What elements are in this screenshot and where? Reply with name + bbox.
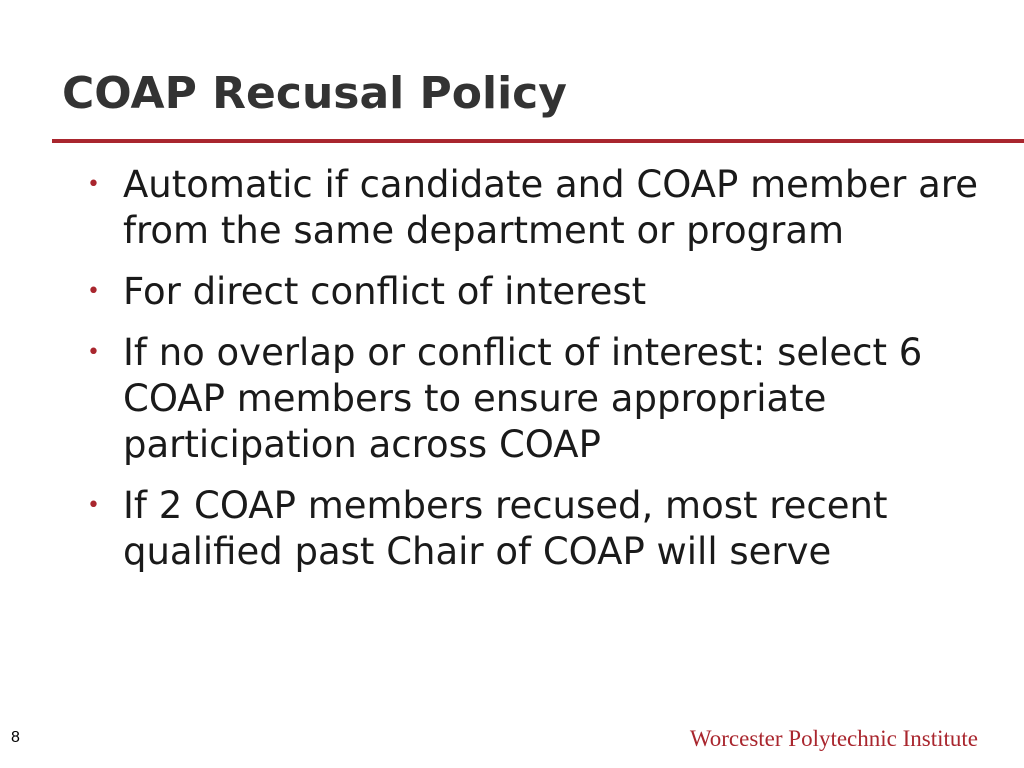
bullet-icon: • [87, 493, 100, 518]
bullet-text: Automatic if candidate and COAP member are from the same department or program [123, 163, 978, 252]
bullet-icon: • [87, 340, 100, 365]
bullet-text: For direct conflict of interest [123, 270, 647, 313]
bullet-list [87, 162, 987, 590]
slide-title: COAP Recusal Policy [62, 68, 567, 119]
bullet-icon: • [87, 172, 100, 197]
bullet-text: If 2 COAP members recused, most recent qualified past Chair of COAP will serve [123, 484, 888, 573]
bullet-icon: • [87, 279, 100, 304]
bullet-item [87, 483, 987, 575]
bullet-text: If no overlap or conflict of interest: select 6 COAP members to ensure appropriate participation across COAP [123, 331, 923, 466]
bullet-item [87, 330, 987, 468]
page-number: 8 [11, 729, 20, 746]
title-divider [52, 139, 1024, 143]
bullet-item [87, 162, 987, 254]
bullet-item [87, 269, 987, 315]
footer-institution-name: Worcester Polytechnic Institute [689, 726, 978, 751]
